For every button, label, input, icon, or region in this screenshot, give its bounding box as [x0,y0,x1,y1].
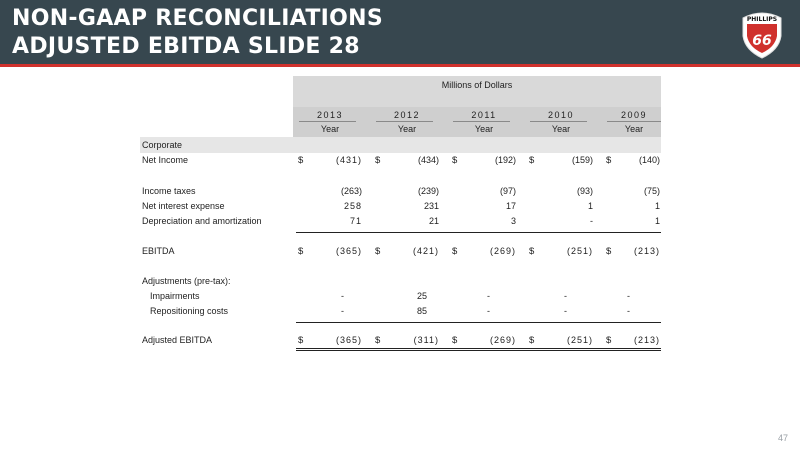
table-cell: (251) [566,335,593,345]
table-cell: (239) [417,186,439,196]
year-header: 2011 [471,110,497,120]
row-label-ebitda: EBITDA [142,246,175,256]
table-cell: (431) [335,155,362,165]
svg-text:66: 66 [752,33,772,49]
row-label-repositioning-costs: Repositioning costs [150,306,229,316]
table-cell: 71 [349,216,362,226]
corporate-row-band [140,137,661,153]
currency-symbol: $ [298,335,304,346]
subtotal-rule [296,322,661,323]
table-cell: (93) [576,186,593,196]
table-cell: (140) [638,155,660,165]
currency-symbol: $ [298,155,304,166]
currency-symbol: $ [606,155,612,166]
table-cell: (269) [489,335,516,345]
svg-text:PHILLIPS: PHILLIPS [746,16,778,23]
page-number: 47 [777,433,788,443]
header-divider [530,121,587,122]
table-cell: (159) [571,155,593,165]
section-label-adjustments: Adjustments (pre-tax): [142,276,231,286]
table-cell: - [341,306,344,316]
row-label-depreciation: Depreciation and amortization [142,216,262,226]
table-cell: - [627,291,630,301]
table-cell: 21 [428,216,439,226]
table-cell: 1 [654,201,660,211]
row-label-net-interest-expense: Net interest expense [142,201,225,211]
table-cell: - [564,291,567,301]
table-cell: (434) [417,155,439,165]
table-cell: (365) [335,335,362,345]
units-label: Millions of Dollars [441,80,513,90]
currency-symbol: $ [529,155,535,166]
table-cell: - [341,291,344,301]
currency-symbol: $ [298,246,304,257]
row-label-income-taxes: Income taxes [142,186,196,196]
header-divider [299,121,356,122]
table-cell: (311) [413,335,439,345]
table-cell: (421) [412,246,439,256]
table-cell: - [564,306,567,316]
table-cell: - [487,291,490,301]
total-double-rule-bottom [296,350,661,351]
table-cell: - [590,216,593,226]
table-cell: 258 [343,201,362,211]
header-divider [376,121,433,122]
table-cell: 3 [510,216,516,226]
currency-symbol: $ [452,246,458,257]
row-label-net-income: Net Income [142,155,189,165]
table-cell: 85 [416,306,427,316]
slide-title-line-1: NON-GAAP RECONCILIATIONS [12,6,383,31]
table-cell: (213) [633,246,660,256]
currency-symbol: $ [375,155,381,166]
currency-symbol: $ [606,335,612,346]
total-double-rule-top [296,348,661,349]
currency-symbol: $ [606,246,612,257]
table-cell: (97) [499,186,516,196]
slide-title-line-2: ADJUSTED EBITDA SLIDE 28 [12,34,360,59]
table-cell: 1 [654,216,660,226]
table-cell: (192) [494,155,516,165]
table-cell: (263) [340,186,362,196]
table-cell: (251) [566,246,593,256]
table-cell: - [627,306,630,316]
header-divider [607,121,661,122]
year-header: 2009 [620,110,648,120]
year-header: 2012 [393,110,421,120]
currency-symbol: $ [529,246,535,257]
table-cell: 231 [423,201,439,211]
table-cell: (213) [633,335,660,345]
year-header: 2010 [547,110,575,120]
currency-symbol: $ [375,335,381,346]
currency-symbol: $ [452,155,458,166]
period-header: Year [397,124,417,134]
row-label-adjusted-ebitda: Adjusted EBITDA [142,335,213,345]
period-header: Year [474,124,494,134]
period-header: Year [320,124,340,134]
table-cell: 25 [416,291,427,301]
period-header: Year [624,124,644,134]
year-header: 2013 [316,110,344,120]
row-label-impairments: Impairments [150,291,200,301]
section-label-corporate: Corporate [142,140,183,150]
header-divider [453,121,510,122]
subtotal-rule [296,232,661,233]
currency-symbol: $ [529,335,535,346]
table-cell: 1 [587,201,593,211]
table-cell: (365) [335,246,362,256]
currency-symbol: $ [375,246,381,257]
table-cell: - [487,306,490,316]
table-cell: (269) [489,246,516,256]
currency-symbol: $ [452,335,458,346]
period-header: Year [551,124,571,134]
table-cell: (75) [643,186,660,196]
table-cell: 17 [505,201,516,211]
